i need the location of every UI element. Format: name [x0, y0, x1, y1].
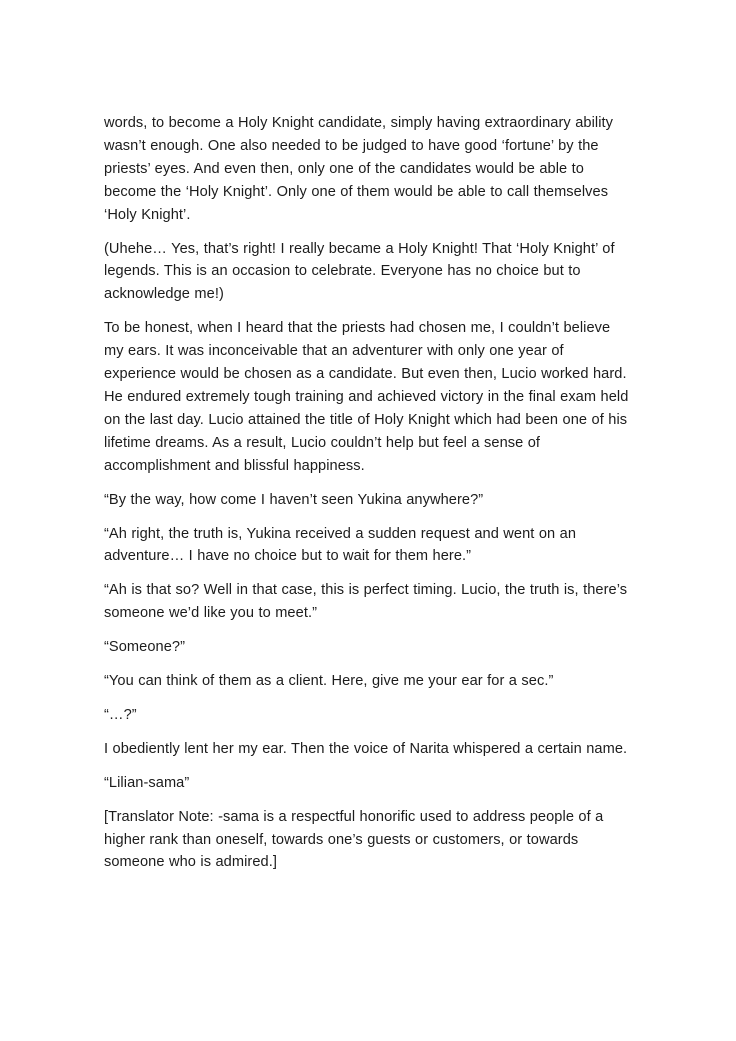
- paragraph: “By the way, how come I haven’t seen Yukina anywhere?”: [104, 491, 484, 508]
- paragraph: “You can think of them as a client. Here, give me your ear for a sec.”: [104, 673, 554, 690]
- document-body: [104, 112, 632, 874]
- paragraph: “Lilian-sama”: [104, 774, 190, 791]
- paragraph: I obediently lent her my ear. Then the voice of Narita whispered a certain name.: [104, 740, 628, 757]
- paragraph: “Someone?”: [104, 639, 186, 656]
- translator-note: [Translator Note: -sama is a respectful honorific used to address people of a higher rank than oneself, towards one’s guests or customers, or towards someone who is admired.]: [104, 808, 604, 871]
- paragraph: (Uhehe… Yes, that’s right! I really became a Holy Knight! That ‘Holy Knight’ of legends. This is an occasion to celebrate. Everyone has no choice but to acknowledge me!): [104, 240, 615, 303]
- paragraph: words, to become a Holy Knight candidate, simply having extraordinary ability wasn’t enough. One also needed to be judged to have good ‘fortune’ by the priests’ eyes. And even then, only one of the candidates would be able to become the ‘Holy Knight’. Only one of them would be able to call themselves ‘Holy Knight’.: [104, 115, 614, 223]
- paragraph: “Ah right, the truth is, Yukina received a sudden request and went on an adventure… I have no choice but to wait for them here.”: [104, 525, 577, 565]
- paragraph: To be honest, when I heard that the priests had chosen me, I couldn’t believe my ears. It was inconceivable that an adventurer with only one year of experience would be chosen as a candidate. But even then, Lucio worked hard. He endured extremely tough training and achieved victory in the final exam held on the last day. Lucio attained the title of Holy Knight which had been one of his lifetime dreams. As a result, Lucio couldn’t help but feel a sense of accomplishment and blissful happiness.: [104, 320, 629, 474]
- paragraph: “Ah is that so? Well in that case, this is perfect timing. Lucio, the truth is, there’s someone we’d like you to meet.”: [104, 582, 628, 622]
- paragraph: “…?”: [104, 706, 137, 723]
